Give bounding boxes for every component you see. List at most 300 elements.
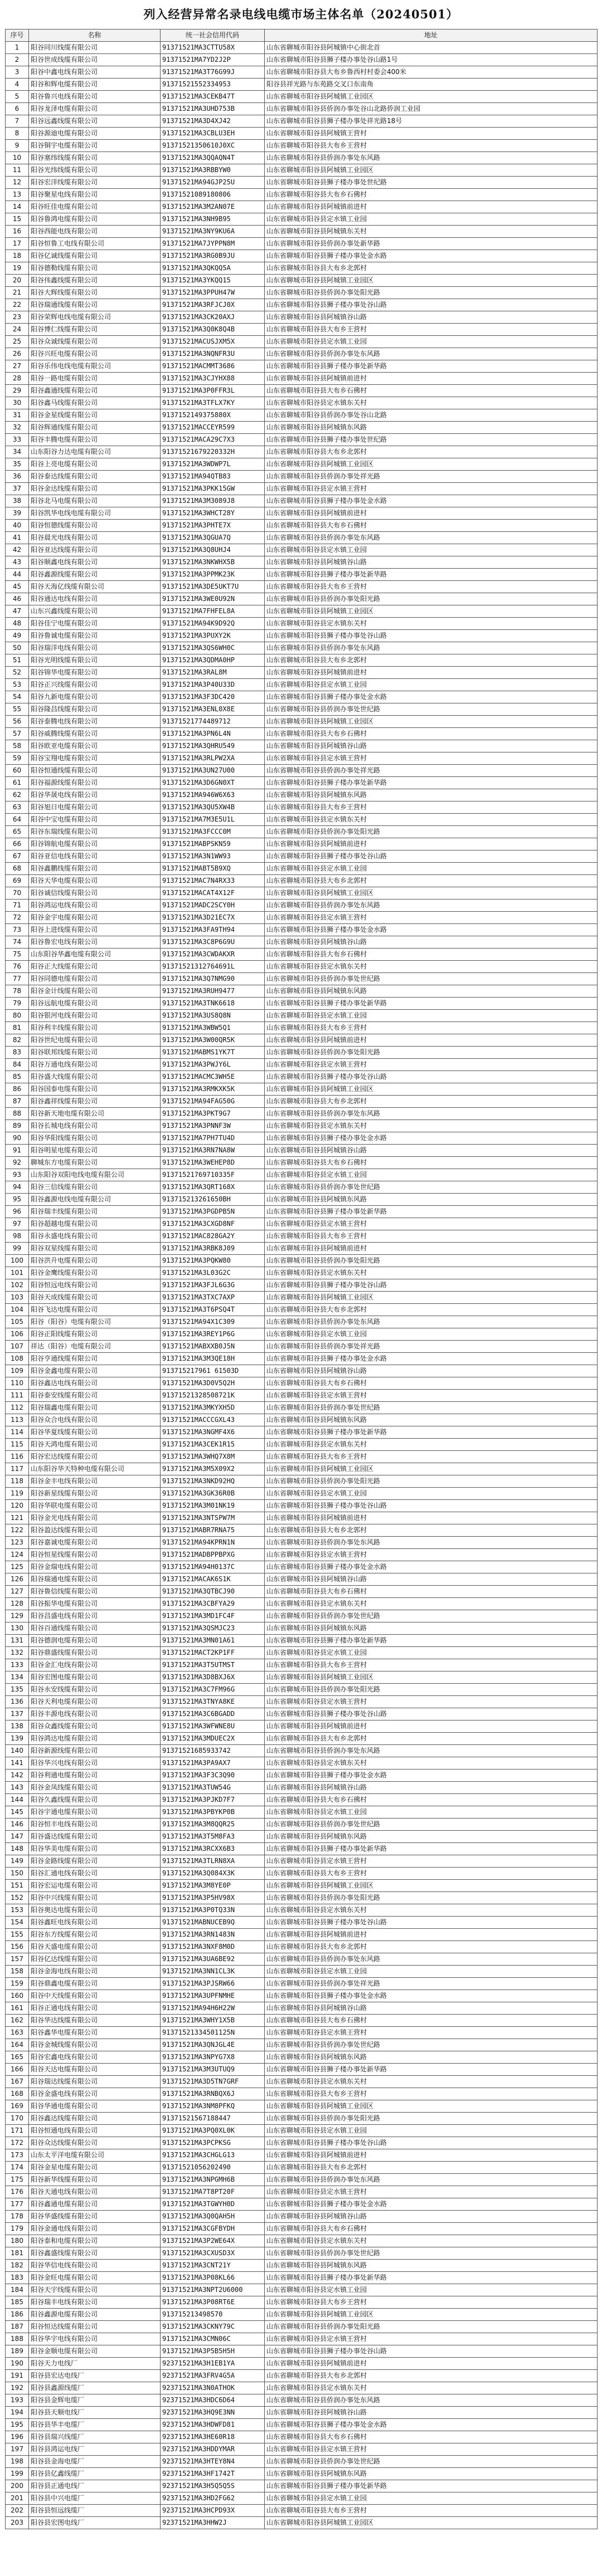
credit-code: 91371521MA3FCCC0M [161,826,265,838]
credit-code: 91371521MA3NPGMH6B [161,2174,265,2186]
table-row [6,348,598,360]
table-row [6,2186,598,2198]
row-number: 158 [6,1966,29,1978]
row-number: 73 [6,924,29,936]
company-name: 阳谷通达电线有限公司 [29,593,161,605]
company-name: 阳谷金瑞电线有限公司 [29,1561,161,1573]
row-number: 192 [6,2382,29,2394]
company-name: 阳谷奥达电缆有限公司 [29,1904,161,1917]
company-name: 阳谷华宇电线有限公司 [29,2333,161,2345]
credit-code: 92371521MA3H1EB1YA [161,2358,265,2370]
row-number: 123 [6,1537,29,1549]
row-number: 103 [6,1292,29,1304]
table-row [6,103,598,115]
company-address: 山东省聊城市阳谷县大布乡王营村 [265,1868,598,1880]
row-number: 43 [6,556,29,569]
row-number: 28 [6,373,29,385]
company-address: 山东省聊城市阳谷县侨润办事处世纪路 [265,1610,598,1622]
company-name: 阳谷佳宁电缆有限公司 [29,618,161,630]
table-row [6,1034,598,1047]
company-address: 山东省聊城市阳谷县侨润办事处东风路 [265,1108,598,1120]
table-row [6,2431,598,2443]
credit-code: 91371521MA3REY1P6G [161,1328,265,1341]
row-number: 65 [6,826,29,838]
company-address: 山东省聊城市阳谷县狮子楼办事处金水路 [265,1132,598,1145]
table-row [6,177,598,189]
company-address: 山东省聊城市阳谷县大布乡王营村 [265,2088,598,2100]
table-row [6,1132,598,1145]
row-number: 85 [6,1071,29,1083]
row-number: 24 [6,324,29,336]
table-row [6,581,598,593]
company-name: 阳谷辉通线缆有限公司 [29,422,161,434]
company-address: 山东省聊城市阳谷县阿城镇谷山路 [265,2407,598,2419]
company-name: 阳谷上进线缆有限公司 [29,924,161,936]
column-header-code: 统一社会信用代码 [161,30,265,42]
company-name: 阳谷盈达线缆有限公司 [29,1524,161,1537]
table-row [6,1855,598,1868]
company-name: 阳谷宝翔电缆有限公司 [29,752,161,765]
company-address: 山东省聊城市阳谷县阿城镇谷山路 [265,1573,598,1586]
company-name: 阳谷华信电线有限公司 [29,2260,161,2272]
credit-code: 91371521056202490 [161,2162,265,2174]
table-row [6,2468,598,2480]
table-row [6,1843,598,1855]
credit-code: 91371521MA3CEKB47T [161,91,265,103]
table-row [6,2443,598,2456]
table-row [6,2309,598,2321]
company-address: 山东省聊城市阳谷县大布乡王营村 [265,1230,598,1243]
credit-code: 91371521MA3PJKD7F7 [161,1794,265,1806]
table-row [6,777,598,789]
company-address: 山东省聊城市阳谷县大布乡石佛村 [265,385,598,397]
company-address: 山东省聊城市阳谷县大布乡石佛村 [265,1377,598,1390]
table-row [6,900,598,912]
company-address: 山东省聊城市阳谷县狮子楼办事处新华路 [265,1206,598,1218]
company-address: 山东省聊城市阳谷县定水镇工业园 [265,2284,598,2296]
company-name: 阳谷汇通电线有限公司 [29,1868,161,1880]
company-name: 阳谷福源线缆有限公司 [29,777,161,789]
company-address: 山东省聊城市阳谷县阿城镇前进村 [265,2358,598,2370]
company-address: 山东省聊城市阳谷县定水镇东关村 [265,618,598,630]
row-number: 163 [6,2027,29,2039]
credit-code: 92371521MA3N0ATHOK [161,2382,265,2394]
credit-code: 91371521MABMS1YK7T [161,1047,265,1059]
credit-code: 91371521MA3NGMF4X6 [161,1426,265,1439]
company-name: 阳谷瑞达线缆有限公司 [29,2076,161,2088]
credit-code: 91371521MA3ENL0X8E [161,703,265,716]
company-address: 山东省聊城市阳谷县侨润办事处阳光路 [265,2321,598,2333]
row-number: 150 [6,1868,29,1880]
table-row [6,189,598,201]
table-row [6,262,598,275]
company-name: 阳谷威腾线缆有限公司 [29,728,161,740]
table-row [6,850,598,863]
credit-code: 91371521MA3NH9B95 [161,213,265,226]
table-row [6,2064,598,2076]
row-number: 91 [6,1145,29,1157]
table-row [6,814,598,826]
company-name: 阳谷正大线缆有限公司 [29,961,161,973]
table-row [6,1684,598,1696]
credit-code: 91371521MA3D4XJ42 [161,115,265,128]
credit-code: 91371521MA3RMKXK5K [161,1083,265,1096]
table-row [6,42,598,54]
credit-code: 91371521MA3P5B5H5H [161,2345,265,2358]
row-number: 115 [6,1439,29,1451]
company-name: 阳谷百通线缆有限公司 [29,1622,161,1635]
company-address: 山东省聊城市阳谷县狮子楼办事处谷山路 [265,630,598,642]
credit-code: 91371521MA94FAG50G [161,1096,265,1108]
table-row [6,2382,598,2394]
company-name: 阳谷宏图电缆有限公司 [29,1671,161,1684]
company-name: 阳谷欧亚电缆有限公司 [29,740,161,752]
company-name: 阳谷上亮电缆有限公司 [29,458,161,471]
table-row [6,2419,598,2431]
credit-code: 913715213261650BH [161,1194,265,1206]
row-number: 37 [6,483,29,495]
table-row [6,826,598,838]
credit-code: 91371521MA3PJSRW66 [161,1978,265,1990]
company-name: 阳谷天华电缆有限公司 [29,875,161,887]
row-number: 196 [6,2431,29,2443]
company-address: 山东省聊城市阳谷县侨润办事处阳光路 [265,1475,598,1488]
company-address: 山东省聊城市阳谷县定水镇东关村 [265,814,598,826]
table-row [6,1267,598,1279]
company-address: 山东省聊城市阳谷县定水镇工业园 [265,1806,598,1819]
row-number: 92 [6,1157,29,1169]
table-row [6,961,598,973]
company-address: 山东省聊城市阳谷县狮子楼办事处金水路 [265,2419,598,2431]
company-address: 山东省聊城市阳谷县定水镇东关村 [265,2382,598,2394]
company-address: 山东省聊城市阳谷县定水镇东关村 [265,1598,598,1610]
row-number: 46 [6,593,29,605]
row-number: 22 [6,299,29,311]
table-row [6,311,598,324]
company-name: 阳谷恒鲁工电线有限公司 [29,238,161,250]
row-number: 199 [6,2468,29,2480]
company-name: 阳谷鑫通电缆有限公司 [29,2198,161,2211]
row-number: 53 [6,679,29,691]
company-address: 山东省聊城市阳谷县阿城镇谷山路 [265,311,598,324]
row-number: 176 [6,2186,29,2198]
company-name: 阳谷鼎盛线缆有限公司 [29,1647,161,1659]
company-address: 山东省聊城市阳谷县阿城镇工业园区 [265,1083,598,1096]
company-name: 阳谷明星电缆有限公司 [29,1145,161,1157]
table-row [6,2100,598,2113]
company-name: 阳谷远鑫线缆有限公司 [29,115,161,128]
credit-code: 91371521MA3YKQQ15 [161,275,265,287]
company-name: 阳谷盛大线缆有限公司 [29,1071,161,1083]
credit-code: 91371521MA3RBBYW0 [161,164,265,177]
company-address: 山东省聊城市阳谷县侨润办事处谷山北路 [265,409,598,422]
credit-code: 91371521MA3D8BXJ6X [161,1671,265,1684]
company-address: 山东省聊城市阳谷县定水镇王营村 [265,1059,598,1071]
company-name: 阳谷双星线缆有限公司 [29,1243,161,1255]
credit-code: 91371521MA3QKQQ5A [161,262,265,275]
company-name: 阳谷同川线缆有限公司 [29,42,161,54]
company-name: 阳谷鑫源电缆有限公司 [29,2309,161,2321]
company-address: 山东省聊城市阳谷县阿城镇东风路 [265,2468,598,2480]
credit-code: 91371521MA3WHY1X5B [161,2015,265,2027]
company-address: 山东省聊城市阳谷县阿城镇前进村 [265,201,598,213]
credit-code: 91371521MA3FJL6G3G [161,1279,265,1292]
credit-code: 91371521MA3TNYA8KE [161,1696,265,1708]
row-number: 138 [6,1720,29,1733]
table-row [6,2394,598,2407]
company-name: 阳谷永盛电线有限公司 [29,1230,161,1243]
company-address: 山东省聊城市阳谷县狮子楼办事处世纪路 [265,177,598,189]
row-number: 182 [6,2260,29,2272]
credit-code: 91371521MA3PQKW80 [161,1255,265,1267]
table-row [6,1659,598,1671]
company-address: 山东省聊城市阳谷县定水镇工业园 [265,1328,598,1341]
row-number: 181 [6,2247,29,2260]
row-number: 61 [6,777,29,789]
company-address: 山东省聊城市阳谷县大布乡石佛村 [265,1157,598,1169]
table-row [6,2456,598,2468]
company-address: 山东省聊城市阳谷县定水镇王营村 [265,1855,598,1868]
row-number: 134 [6,1671,29,1684]
table-row [6,1745,598,1757]
company-name: 阳谷鲁宏电线有限公司 [29,936,161,949]
company-address: 山东省聊城市阳谷县阿城镇前进村 [265,667,598,679]
company-address: 山东省聊城市阳谷县定水镇王营村 [265,1390,598,1402]
credit-code: 91371521MA3CKNY79C [161,2321,265,2333]
company-address: 山东省聊城市阳谷县阿城镇前进村 [265,373,598,385]
row-number: 145 [6,1806,29,1819]
company-name: 阳谷县中兴电缆厂 [29,2492,161,2505]
credit-code: 91371521MACUSJXM5X [161,336,265,348]
row-number: 203 [6,2517,29,2529]
row-number: 202 [6,2505,29,2517]
company-name: 阳谷远航电缆有限公司 [29,998,161,1010]
company-name: 阳谷聚星电线有限公司 [29,189,161,201]
company-address: 山东省聊城市阳谷县大布乡王营村 [265,581,598,593]
credit-code: 91371521MA3RLPW2XA [161,752,265,765]
company-address: 山东省聊城市阳谷县大布乡石佛村 [265,949,598,961]
row-number: 6 [6,103,29,115]
row-number: 149 [6,1855,29,1868]
table-row [6,1966,598,1978]
row-number: 107 [6,1341,29,1353]
credit-code: 91371521MA3CGFBYDH [161,2223,265,2235]
company-name: 阳谷众鑫线缆有限公司 [29,1720,161,1733]
table-header-row [6,30,598,42]
company-name: 阳谷华晟电线有限公司 [29,789,161,801]
table-row [6,238,598,250]
row-number: 1 [6,42,29,54]
company-address: 山东省聊城市阳谷县阿城镇东风路 [265,2051,598,2064]
company-address: 山东省聊城市阳谷县阿城镇前进村 [265,1929,598,1941]
table-row [6,2002,598,2015]
row-number: 137 [6,1708,29,1720]
row-number: 173 [6,2149,29,2162]
credit-code: 913715213498570 [161,2309,265,2321]
table-row [6,434,598,446]
row-number: 35 [6,458,29,471]
company-address: 山东省聊城市阳谷县狮子楼办事处金水路 [265,495,598,507]
company-name: 阳谷泰和电缆有限公司 [29,2235,161,2247]
company-name: 阳谷超越电缆有限公司 [29,1218,161,1230]
company-name: 阳谷光纬线缆有限公司 [29,164,161,177]
company-address: 山东省聊城市阳谷县阿城镇谷山路 [265,936,598,949]
company-address: 山东省聊城市阳谷县侨润办事处阳光路 [265,593,598,605]
company-address: 山东省聊城市阳谷县阿城镇东风路 [265,2260,598,2272]
column-header-name: 名称 [29,30,161,42]
credit-code: 91371521MA3P2WE64X [161,2235,265,2247]
row-number: 96 [6,1206,29,1218]
table-row [6,1108,598,1120]
table-row [6,1586,598,1598]
table-row [6,1770,598,1782]
company-name: 阳谷泰腾电线有限公司 [29,716,161,728]
row-number: 98 [6,1230,29,1243]
company-name: 阳谷县华丰电缆厂 [29,2419,161,2431]
credit-code: 91371521MA94QTB83 [161,471,265,483]
table-row [6,397,598,409]
table-row [6,152,598,164]
company-address: 山东省聊城市阳谷县狮子楼办事处金水路 [265,250,598,262]
company-name: 阳谷天宇线缆有限公司 [29,2284,161,2296]
company-name: 阳谷中宝电缆有限公司 [29,814,161,826]
company-address: 山东省聊城市阳谷县阿城镇工业园区 [265,1671,598,1684]
company-address: 山东省聊城市阳谷县狮子楼办事处金水路 [265,1770,598,1782]
row-number: 126 [6,1573,29,1586]
row-number: 110 [6,1377,29,1390]
company-name: 阳谷光明线缆有限公司 [29,654,161,667]
table-row [6,66,598,79]
company-name: 阳谷瑞通电缆有限公司 [29,1573,161,1586]
row-number: 39 [6,507,29,520]
credit-code: 91371521MA3QS6WH0C [161,642,265,654]
credit-code: 91371521MA3F3DC420 [161,691,265,703]
table-row [6,887,598,900]
credit-code: 91371521MA3NN1CL3K [161,1966,265,1978]
credit-code: 91371521MA3UN27U00 [161,765,265,777]
company-name: 阳谷亨通线缆有限公司 [29,1353,161,1365]
row-number: 140 [6,1745,29,1757]
company-name: 阳谷鑫达线缆有限公司 [29,2113,161,2125]
credit-code: 91371521MA3Q084X3K [161,1868,265,1880]
row-number: 41 [6,532,29,544]
row-number: 97 [6,1218,29,1230]
table-row [6,1782,598,1794]
company-address: 山东省聊城市阳谷县大布乡北郭村 [265,1304,598,1316]
row-number: 94 [6,1181,29,1194]
table-row [6,1917,598,1929]
credit-code: 91371521MA3T5UTMST [161,1659,265,1671]
credit-code: 91371521MA3PKT9G7 [161,1108,265,1120]
table-row [6,373,598,385]
credit-code: 91371521MA3M3QE18H [161,1353,265,1365]
company-address: 山东省聊城市阳谷县侨润办事处祥光路 [265,1978,598,1990]
company-name: 阳谷宏达线缆有限公司 [29,1451,161,1463]
credit-code: 91371521MA3TXC7AXP [161,1292,265,1304]
credit-code: 91371521MA3MN01A61 [161,1635,265,1647]
credit-code: 92371521MA3FRV4G5A [161,2370,265,2382]
row-number: 191 [6,2370,29,2382]
table-row [6,936,598,949]
company-name: 阳谷鲁兴电线有限公司 [29,91,161,103]
row-number: 122 [6,1524,29,1537]
table-row [6,2015,598,2027]
credit-code: 91371521MA3QRT168X [161,1181,265,1194]
company-address: 山东省聊城市阳谷县阿城镇东风路 [265,1622,598,1635]
table-row [6,1120,598,1132]
table-row [6,801,598,814]
company-address: 山东省聊城市阳谷县定水镇王营村 [265,1218,598,1230]
row-number: 69 [6,875,29,887]
table-row [6,507,598,520]
column-header-no: 序号 [6,30,29,42]
company-address: 山东省聊城市阳谷县定水镇工业园 [265,1966,598,1978]
credit-code: 91371521MA3N1WW93 [161,850,265,863]
company-address: 山东省聊城市阳谷县侨润办事处祥光路 [265,471,598,483]
company-name: 阳谷世成线缆有限公司 [29,54,161,66]
credit-code: 91371521MA3GK36R0B [161,1488,265,1500]
company-name: 阳谷金通电线有限公司 [29,2223,161,2235]
row-number: 32 [6,422,29,434]
table-row [6,1414,598,1426]
credit-code: 91371521MA3UA6BE92 [161,1953,265,1966]
row-number: 59 [6,752,29,765]
table-row [6,1022,598,1034]
table-row [6,1402,598,1414]
company-name: 阳谷锦华电缆有限公司 [29,667,161,679]
company-name: 阳谷铜宇电缆有限公司 [29,140,161,152]
credit-code: 91371521MA94X1C309 [161,1316,265,1328]
company-address: 山东省聊城市阳谷县侨润办事处世纪路 [265,703,598,716]
credit-code: 91371521MA3WEHEP8D [161,1157,265,1169]
credit-code: 91371521MA3NPYG7X8 [161,2051,265,2064]
row-number: 195 [6,2419,29,2431]
company-address: 山东省聊城市阳谷县定水镇工业园 [265,544,598,556]
company-name: 阳谷华夏线缆有限公司 [29,1426,161,1439]
company-name: 阳谷昌盛电线有限公司 [29,1610,161,1622]
table-row [6,691,598,703]
company-name: 阳谷洪升电缆有限公司 [29,1255,161,1267]
credit-code: 91371521MA3RNBQX6J [161,2088,265,2100]
company-address: 阳谷县祥光路与东苑路交叉口东南角 [265,79,598,91]
company-address: 山东省聊城市阳谷县阿城镇前进村 [265,1720,598,1733]
company-address: 山东省聊城市阳谷县定水镇工业园 [265,1010,598,1022]
company-name: 山东阳谷力达电缆有限公司 [29,446,161,458]
table-row [6,532,598,544]
table-row [6,1512,598,1524]
company-name: 阳谷金顺电缆有限公司 [29,2345,161,2358]
credit-code: 91371521MA3QGUA7Q [161,532,265,544]
row-number: 146 [6,1819,29,1831]
company-address: 山东省聊城市阳谷县狮子楼办事处谷山路 [265,1279,598,1292]
table-row [6,2333,598,2345]
table-row [6,752,598,765]
company-address: 山东省聊城市阳谷县定水镇工业园 [265,213,598,226]
company-address: 山东省聊城市阳谷县侨润办事处阳光路 [265,1892,598,1904]
company-name: 阳谷丰腾电缆有限公司 [29,434,161,446]
company-name: 阳谷亿达线缆有限公司 [29,1953,161,1966]
company-name: 阳谷鑫华电缆有限公司 [29,2027,161,2039]
row-number: 77 [6,973,29,985]
table-row [6,1868,598,1880]
row-number: 79 [6,998,29,1010]
credit-code: 91371521MA7JYPPN8M [161,238,265,250]
row-number: 58 [6,740,29,752]
table-row [6,1181,598,1194]
table-row [6,483,598,495]
company-address: 山东省聊城市阳谷县定水镇东关村 [265,1439,598,1451]
company-name: 阳谷鑫源线缆有限公司 [29,569,161,581]
